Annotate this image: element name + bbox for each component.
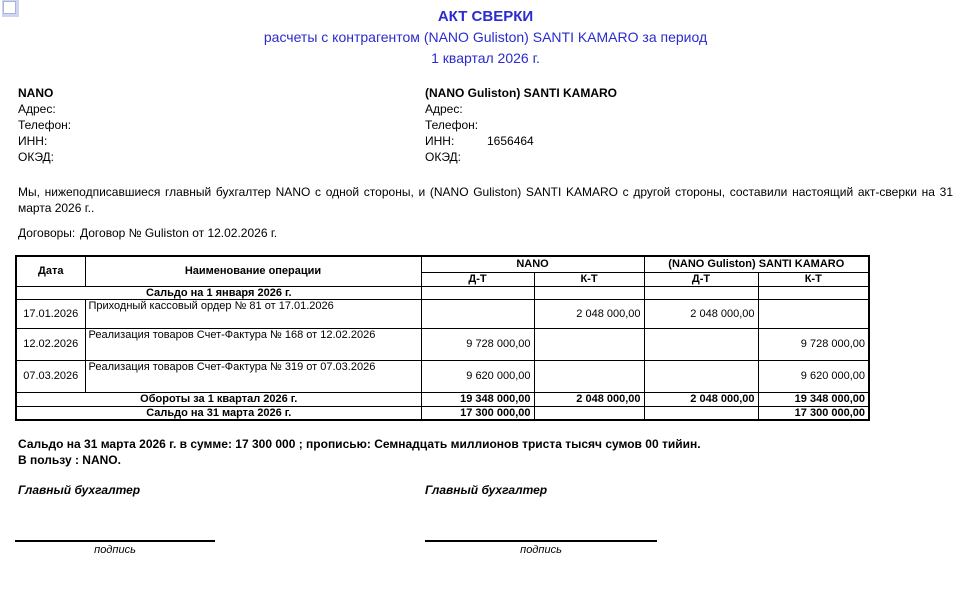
opening-left-credit	[534, 286, 644, 299]
row-right-debit	[644, 328, 758, 360]
signature-block-left	[15, 525, 215, 556]
header-right-debit: Д-Т	[644, 272, 758, 286]
row-operation: Приходный кассовый ордер № 81 от 17.01.2026	[85, 299, 421, 328]
table-row	[16, 328, 869, 360]
signature-title-right: Главный бухгалтер	[425, 483, 548, 497]
turnover-left-credit: 2 048 000,00	[534, 392, 644, 406]
row-date: 12.02.2026	[16, 328, 85, 360]
closing-left-credit	[534, 406, 644, 420]
turnover-right-debit: 2 048 000,00	[644, 392, 758, 406]
closing-balance-row	[16, 406, 869, 420]
org-right-inn-label: ИНН:	[425, 134, 455, 148]
document-subtitle-counterparty: расчеты с контрагентом (NANO Guliston) SANTI KAMARO за период	[263, 29, 708, 45]
header-left-credit: К-Т	[534, 272, 644, 286]
closing-right-debit	[644, 406, 758, 420]
header-right-credit: К-Т	[758, 272, 869, 286]
signature-line-right	[425, 525, 657, 542]
row-left-credit	[534, 360, 644, 392]
document-title: АКТ СВЕРКИ	[437, 8, 534, 25]
opening-balance-row	[16, 286, 869, 299]
org-right-oked-label: ОКЭД:	[425, 150, 462, 164]
closing-left-debit: 17 300 000,00	[421, 406, 534, 420]
header-left-group: NANO	[421, 256, 644, 272]
row-left-debit: 9 728 000,00	[421, 328, 534, 360]
opening-balance-label: Сальдо на 1 января 2026 г.	[16, 286, 421, 299]
row-right-credit: 9 620 000,00	[758, 360, 869, 392]
signature-caption-left: подпись	[94, 544, 136, 556]
signature-block-right	[425, 525, 657, 556]
signature-title-left: Главный бухгалтер	[18, 483, 141, 497]
contracts-value: Договор № Guliston от 12.02.2026 г.	[80, 226, 278, 240]
header-right-group: (NANO Guliston) SANTI KAMARO	[644, 256, 869, 272]
row-right-credit: 9 728 000,00	[758, 328, 869, 360]
row-right-credit	[758, 299, 869, 328]
row-left-credit	[534, 328, 644, 360]
header-operation: Наименование операции	[85, 256, 421, 286]
turnover-row	[16, 392, 869, 406]
table-row	[16, 360, 869, 392]
opening-right-debit	[644, 286, 758, 299]
opening-right-credit	[758, 286, 869, 299]
org-left-phone-label: Телефон:	[18, 118, 72, 132]
closing-balance-label: Сальдо на 31 марта 2026 г.	[16, 406, 421, 420]
opening-left-debit	[421, 286, 534, 299]
summary-balance-line: Сальдо на 31 марта 2026 г. в сумме: 17 300 000 ; прописью: Семнадцать миллионов триста тысяч сумов 00 тийин.	[18, 437, 701, 451]
org-left-inn-label: ИНН:	[18, 134, 48, 148]
summary-in-favor-line: В пользу : NANO.	[18, 453, 121, 467]
contracts-line	[18, 226, 277, 240]
org-left-name: NANO	[18, 86, 54, 100]
org-right-inn-value: 1656464	[487, 134, 534, 148]
document-subtitle-period: 1 квартал 2026 г.	[431, 50, 540, 66]
contracts-label: Договоры:	[18, 226, 76, 240]
turnover-right-credit: 19 348 000,00	[758, 392, 869, 406]
org-block-left	[18, 85, 398, 165]
row-right-debit	[644, 360, 758, 392]
row-date: 07.03.2026	[16, 360, 85, 392]
closing-right-credit: 17 300 000,00	[758, 406, 869, 420]
row-date: 17.01.2026	[16, 299, 85, 328]
org-left-oked-label: ОКЭД:	[18, 150, 55, 164]
row-operation: Реализация товаров Счет-Фактура № 168 от 12.02.2026	[85, 328, 421, 360]
signature-caption-right: подпись	[520, 544, 562, 556]
signature-line-left	[15, 525, 215, 542]
org-right-name: (NANO Guliston) SANTI KAMARO	[425, 86, 617, 100]
turnover-left-debit: 19 348 000,00	[421, 392, 534, 406]
turnover-label: Обороты за 1 квартал 2026 г.	[16, 392, 421, 406]
row-operation: Реализация товаров Счет-Фактура № 319 от 07.03.2026	[85, 360, 421, 392]
row-left-debit	[421, 299, 534, 328]
row-left-debit: 9 620 000,00	[421, 360, 534, 392]
header-date: Дата	[16, 256, 85, 286]
org-right-phone-label: Телефон:	[425, 118, 479, 132]
table-row	[16, 299, 869, 328]
org-block-right	[425, 85, 855, 165]
document-header	[0, 7, 971, 69]
row-right-debit: 2 048 000,00	[644, 299, 758, 328]
summary-block	[18, 436, 958, 468]
org-left-address-label: Адрес:	[18, 102, 56, 116]
reconciliation-table	[15, 255, 870, 421]
table-header-row-groups	[16, 256, 869, 272]
header-left-debit: Д-Т	[421, 272, 534, 286]
intro-paragraph: Мы, нижеподписавшиеся главный бухгалтер NANO с одной стороны, и (NANO Guliston) SANTI KAMARO с другой стороны, составили настоящий акт-сверки на 31 марта 2026 г..	[18, 185, 953, 215]
org-right-address-label: Адрес:	[425, 102, 463, 116]
row-left-credit: 2 048 000,00	[534, 299, 644, 328]
